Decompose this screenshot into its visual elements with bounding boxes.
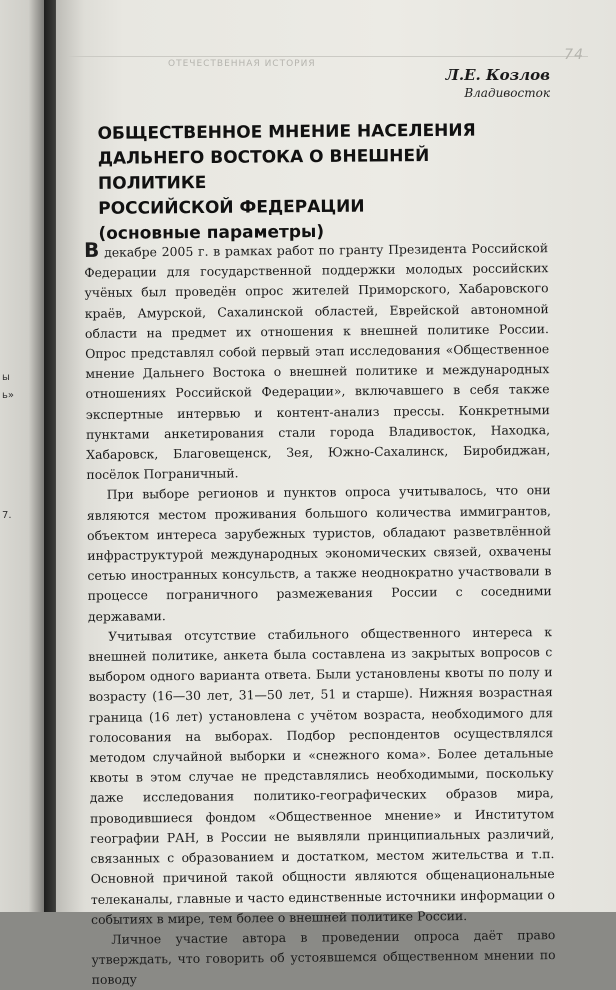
left-page-fragment: ы xyxy=(2,372,10,383)
author-block xyxy=(446,66,550,100)
paragraph: Личное участие автора в проведении опроса даёт право утверждать, что говорить об устоявшемся общественном мнении по поводу xyxy=(91,927,556,988)
left-page-fragment: ь» xyxy=(2,390,15,401)
paragraph-text: декабре 2005 г. в рамках работ по гранту Президента Российской Федерации для государственной поддержки молодых российских учёных был проведён опрос жителей Приморского, Хабаровского краёв, Амурской, Сахалинской областей, Еврейской автономной области на предмет их отношения к внешней политике России. Опрос представлял собой первый этап исследования «Общественное мнение Дальнего Востока о внешней политике и международных отношениях Российской Федерации», включавшего в себя также экспертные интервью и контент-анализ прессы. Конкретными пунктами анкетирования стали города Владивосток, Находка, Хабаровск, Благовещенск, Зея, Южно-Сахалинск, Биробиджан, посёлок Пограничный. xyxy=(84,240,551,483)
title-line: ОБЩЕСТВЕННОЕ МНЕНИЕ НАСЕЛЕНИЯ xyxy=(97,120,476,144)
article-body xyxy=(84,235,556,990)
running-head-title: ОТЕЧЕСТВЕННАЯ ИСТОРИЯ xyxy=(168,59,316,69)
paragraph: При выборе регионов и пунктов опроса учитывалось, что они являются местом проживания большого количества иммигрантов, объектом интереса зарубежных туристов, обладают разветвлённой инфраструктурой международных экономических связей, охвачены сетью иностранных консульств, а также неоднократно участвовали в процессе пограничного размежевания России с соседними державами. xyxy=(86,482,552,624)
paragraph xyxy=(84,235,551,485)
page-number: 74 xyxy=(564,47,584,63)
title-line: ДАЛЬНЕГО ВОСТОКА О ВНЕШНЕЙ ПОЛИТИКЕ xyxy=(97,146,430,194)
article-subtitle: (основные параметры) xyxy=(98,221,325,244)
article-title xyxy=(97,118,538,247)
book-page xyxy=(56,0,616,988)
author-name: Л.Е. Козлов xyxy=(445,66,550,84)
author-city: Владивосток xyxy=(464,86,550,100)
drop-cap: В xyxy=(83,237,100,262)
paragraph: Учитывая отсутствие стабильного общественного интереса к внешней политике, анкета была составлена из закрытых вопросов с выбором одного варианта ответа. Были установлены квоты по полу и возрасту (16—30 лет, 31—50 лет, 51 и старше). Нижняя возрастная граница (16 лет) установлена с учётом возраста, необходимого для голосования на выборах. Подбор респондентов осуществлялся методом случайной выборки и «снежного кома». Более детальные квоты в этом случае не представлялись необходимыми, поскольку даже исследования политико-географических образов мира, проводившиеся фондом «Общественное мнение» и Институтом географии РАН, в России не выявляли принципиальных различий, связанных с образованием и достатком, местом жительства и т.п. Основной причиной такой общности являются общенациональные телеканалы, главные и часто единственные источники информации о событиях в мире, тем более о внешней политике России. xyxy=(88,623,555,927)
left-page-fragment: 7. xyxy=(2,510,12,521)
title-line: РОССИЙСКОЙ ФЕДЕРАЦИИ xyxy=(98,196,365,219)
